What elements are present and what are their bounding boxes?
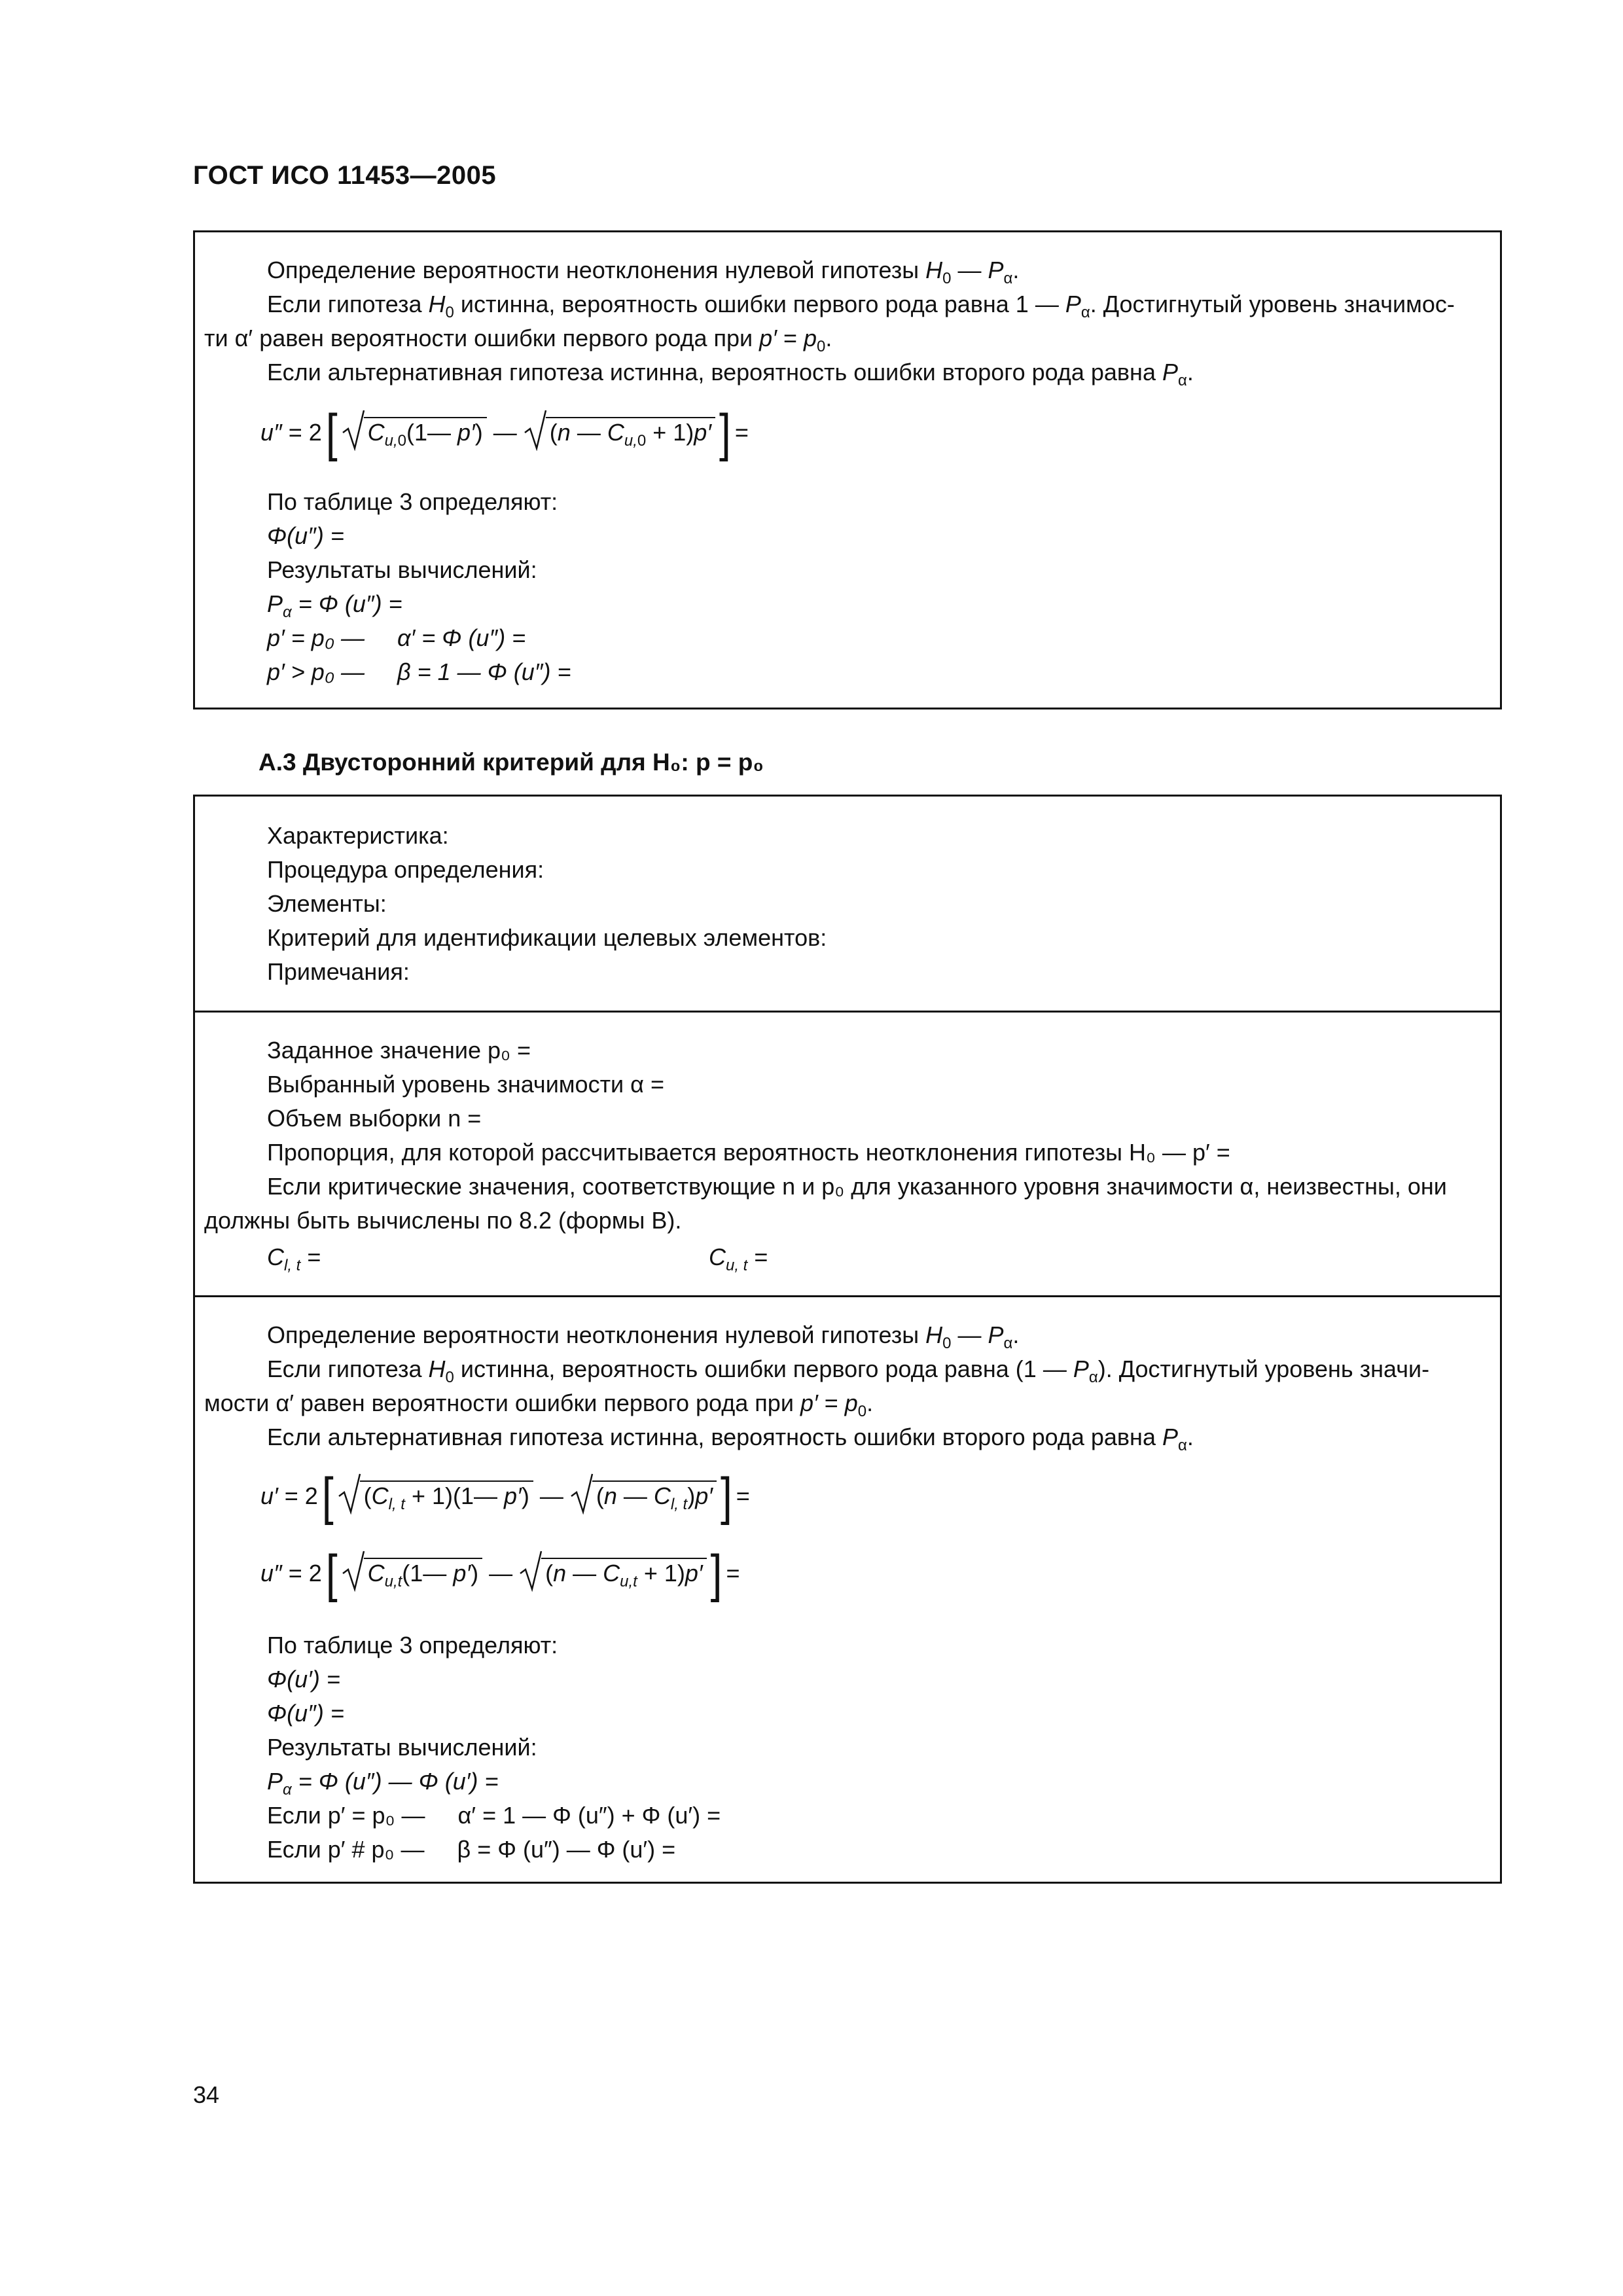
box1-results: Результаты вычислений:	[267, 556, 537, 583]
notes-label: Примечания:	[267, 958, 410, 985]
elements-label: Элементы:	[267, 890, 387, 917]
box2-section-calculation	[195, 1295, 1500, 1886]
procedure-label: Процедура определения:	[267, 856, 544, 883]
c-upper-field: $C_{u, t}$ =	[709, 1244, 768, 1274]
section-a3-title: А.3 Двусторонний критерий для H₀: p = p₀	[259, 749, 764, 776]
criterion-label: Критерий для идентификации целевых элементов:	[267, 924, 827, 951]
c-lower-field: $C_{l, t}$ =	[267, 1244, 321, 1274]
proportion-line: Пропорция, для которой рассчитывается вероятность неотклонения гипотезы H₀ — p′ =	[267, 1139, 1230, 1166]
calc-box-2	[193, 795, 1502, 1884]
critical-values-line: Если критические значения, соответствующие n и p₀ для указанного уровня значимости α, неизвестны, они	[267, 1173, 1447, 1200]
box1-line-2: Если гипотеза $H_0$ истинна, вероятность ошибки первого рода равна 1 — $P_\alpha$. Достигнутый уровень значимос-	[267, 291, 1455, 321]
box1-line-3: ти α′ равен вероятности ошибки первого рода при $p' = p_0$.	[204, 325, 832, 355]
box1-table-line: По таблице 3 определяют:	[267, 488, 558, 515]
calc-box-1	[193, 230, 1502, 709]
box1-formula-u2: u″ = 2[ $C_{u,0}(1—$ p′) — (n — $C_{u,0} + 1)p'$ ] =	[260, 403, 749, 462]
characteristic-label: Характеристика:	[267, 822, 449, 849]
critical-values-line-2: должны быть вычислены по 8.2 (формы В).	[204, 1207, 682, 1234]
calc-line-3: мости α′ равен вероятности ошибки первого рода при $p' = p_0$.	[204, 1390, 874, 1420]
alpha-line: Выбранный уровень значимости α =	[267, 1071, 665, 1098]
calc-result-3: Если p′ # p₀ — β = Φ (u″) — Φ (u′) =	[267, 1836, 676, 1863]
box1-result-3: p′ > p₀ — β = 1 — Φ (u″) =	[267, 658, 571, 685]
p0-line: Заданное значение p₀ =	[267, 1037, 531, 1064]
calc-result-1: $P_\alpha = \Phi$ (u″) — Φ (u′) =	[267, 1768, 499, 1799]
calc-line-2: Если гипотеза $H_0$ истинна, вероятность ошибки первого рода равна (1 — $P_\alpha$). Достигнутый уровень значи-	[267, 1355, 1430, 1386]
box1-line-1: Определение вероятности неотклонения нулевой гипотезы $H_0$ — $P_\alpha$.	[267, 257, 1020, 287]
box1-line-4: Если альтернативная гипотеза истинна, вероятность ошибки второго рода равна $P_\alpha$.	[267, 359, 1194, 389]
document-header: ГОСТ ИСО 11453—2005	[193, 161, 497, 190]
calc-result-2: Если p′ = p₀ — α′ = 1 — Φ (u″) + Φ (u′) =	[267, 1802, 721, 1829]
calc-results: Результаты вычислений:	[267, 1734, 537, 1761]
box1-phi: Φ(u″) =	[267, 522, 344, 549]
box1-result-2: p′ = p₀ — α′ = Φ (u″) =	[267, 624, 526, 651]
calc-phi-2: Φ(u″) =	[267, 1700, 344, 1727]
calc-phi-1: Φ(u′) =	[267, 1666, 340, 1693]
box2-section-parameters	[195, 1011, 1500, 1295]
calc-table-line: По таблице 3 определяют:	[267, 1632, 558, 1659]
formula-u1: u′ = 2[ ($C_{l, t}$ + 1)(1— p′) — (n — $C_{l, t})p'$ ] =	[260, 1467, 750, 1526]
calc-line-4: Если альтернативная гипотеза истинна, вероятность ошибки второго рода равна $P_\alpha$.	[267, 1424, 1194, 1454]
page-number: 34	[193, 2081, 220, 2108]
box1-result-1: $P_\alpha = \Phi$ (u″) =	[267, 590, 402, 621]
formula-u2: u″ = 2[ $C_{u,t}(1—$ p′) — (n — $C_{u,t} + 1)p'$ ] =	[260, 1544, 740, 1603]
box2-section-characteristics	[195, 797, 1500, 1011]
calc-line-1: Определение вероятности неотклонения нулевой гипотезы $H_0$ — $P_\alpha$.	[267, 1321, 1020, 1352]
sample-size-line: Объем выборки n =	[267, 1105, 482, 1132]
